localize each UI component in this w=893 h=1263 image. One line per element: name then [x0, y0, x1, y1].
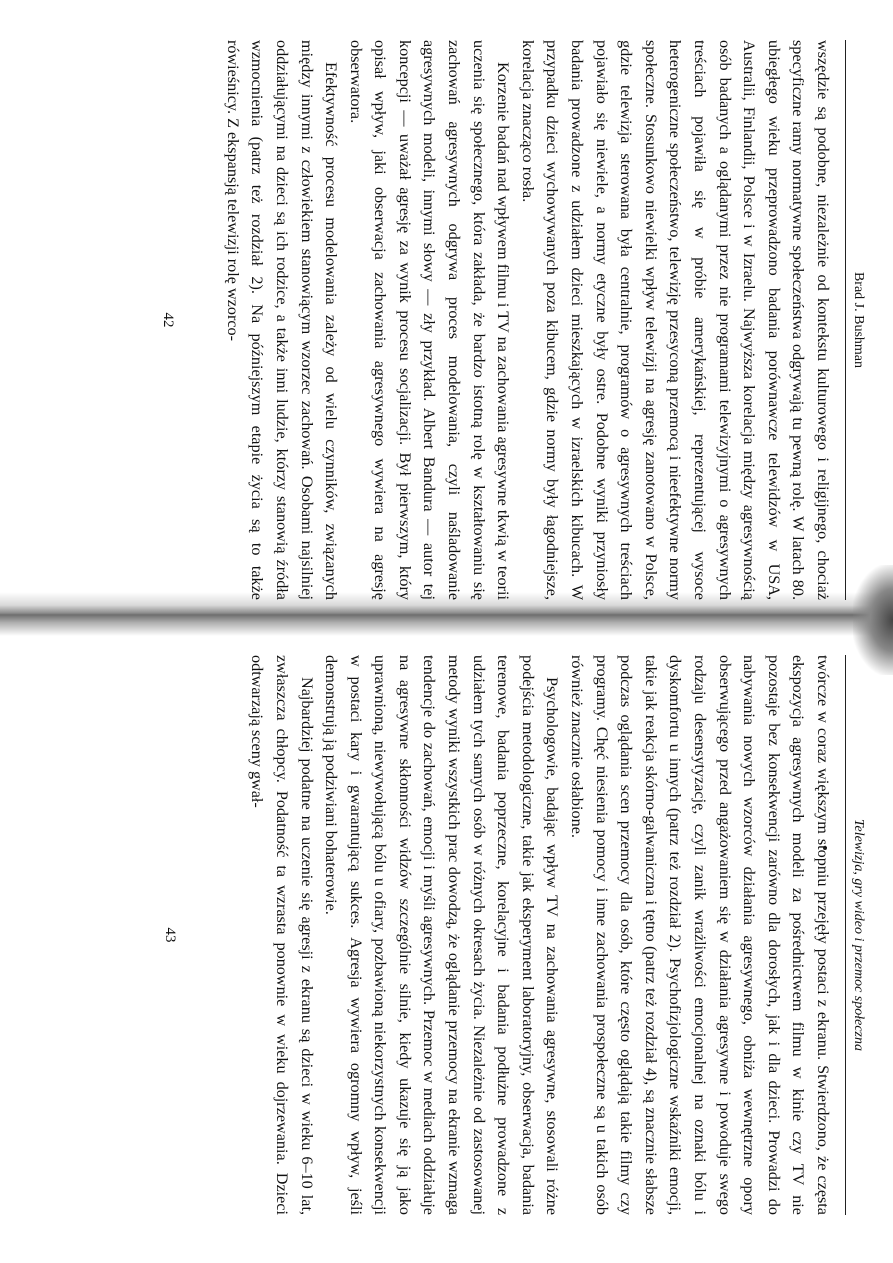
left-running-head: Brad J. Bushman [851, 271, 866, 369]
left-paragraph: wszędzie są podobne, niezależnie od kontekstu kulturowego i religijnego, chociaż specyficzne ramy normatywne społeczeństwa odgrywają tu pewną rolę. W latach 80. ubiegłego wieku przeprowadzono badania porównawcze telewidzów w USA, Australii, Finlandii, Polsce i w Izraelu. Najwyższa korelacja między agresywnością osób badanych a oglądanymi przez nie programami telewizyjnymi o agresywnych treściach pojawiła się w próbie amerykańskiej, reprezentującej wysoce heterogeniczne społeczeństwo, telewizję przesyconą przemocą i nieefektywne normy społeczne. Stosunkowo niewielki wpływ telewizji na agresję zanotowano w Polsce, gdzie telewizja sterowana była centralnie, programów o agresywnych treściach pojawiało się niewiele, a normy etyczne były ostre. Podobne wyniki przyniosły badania prowadzone z udziałem dzieci mieszkających w izraelskich kibucach. W przypadku dzieci wychowywanych poza kibucem, gdzie normy były łagodniejsze, korelacja znacząco rosła. [518, 40, 832, 600]
left-page-body [220, 40, 835, 600]
left-page [148, 40, 868, 600]
right-page [148, 655, 868, 1215]
left-paragraph: Efektywność procesu modelowania zależy od wielu czynników, związanych między innymi z człowiekiem stanowiącym wzorzec zachowań. Osobami najsilniej oddziałującymi na dzieci są ich rodzice, a także inni ludzie, którzy stanowią źródła wzmocnienia (patrz też rozdział 2). Na późniejszym etapie życia są to także rówieśnicy. Z ekspansją telewizji rolę wzorco- [223, 40, 341, 600]
right-page-number: 43 [162, 927, 178, 943]
right-running-head: Telewizja, gry wideo i przemoc społeczna [851, 818, 866, 1052]
right-paragraph: Psychologowie, badając wpływ TV na zachowania agresywne, stosowali różne podejścia metodologiczne, takie jak eksperyment laboratoryjny, obserwacja, badania terenowe, badania poprzeczne, korelacyjne i badania podłużne prowadzone z udziałem tych samych osób w różnych okresach życia. Niezależnie od zastosowanej metody wyniki wszystkich prac dowodzą, że oglądanie przemocy na ekranie wzmaga tendencje do zachowań, emocji i myśli agresywnych. Przemoc w mediach oddziałuje na agresywne skłonności widzów szczególnie silnie, kiedy ukazuje się ją jako uprawnioną, niewywołującą bólu u ofiary, pozbawioną niekorzystnych konsekwencji w postaci kary i gwarantującą sukces. Agresja wywiera ogromny wpływ, jeśli demonstrują ją podziwiani bohaterowie. [322, 655, 562, 1215]
left-paragraph: Korzenie badań nad wpływem filmu i TV na zachowania agresywne tkwią w teorii uczenia się społecznego, która zakłada, że bardzo istotną rolę w kształtowaniu się zachowań agresywnych odgrywa proces modelowania, czyli naśladowanie agresywnych modeli, innymi słowy — zły przykład. Albert Bandura — autor tej koncepcji — uważał agresję za wynik procesu socjalizacji. Był pierwszym, który opisał wpływ, jaki obserwacja zachowania agresywnego wywiera na agresję obserwatora. [346, 40, 513, 600]
right-page-body [245, 655, 835, 1215]
left-page-number: 42 [160, 312, 176, 328]
right-paragraph: twórcze w coraz większym stopniu przejęły postaci z ekranu. Stwierdzono, że częsta ekspozycja agresywnych modeli za pośrednictwem filmu w kinie czy TV nie pozostaje bez konsekwencji zarówno dla dorosłych, jak i dla dzieci. Prowadzi do nabywania nowych wzorców działania agresywnego, obniża wewnętrzne opory obserwującego przed angażowaniem się w działania agresywne i powoduje swego rodzaju desensytyzację, czyli zanik wrażliwości emocjonalnej na oznaki bólu i dyskomfortu u innych (patrz też rozdział 2). Psychofizjologiczne wskaźniki emocji, takie jak reakcja skórno-galwaniczna i tętno (patrz też rozdział 4), są znacznie słabsze podczas oglądania scen przemocy dla osób, które często oglądają takie filmy czy programy. Chęć niesienia pomocy i inne zachowania prospołeczne są u takich osób również znacznie osłabione. [568, 655, 832, 1215]
left-head-rule [845, 40, 846, 600]
right-paragraph: Najbardziej podatne na uczenie się agresji z ekranu są dzieci w wieku 6–10 lat, zwłaszcza chłopcy. Podatność ta wzrasta ponownie w wieku dojrzewania. Dzieci odtwarzają sceny gwał- [248, 655, 316, 1215]
right-head-rule [845, 655, 846, 1215]
